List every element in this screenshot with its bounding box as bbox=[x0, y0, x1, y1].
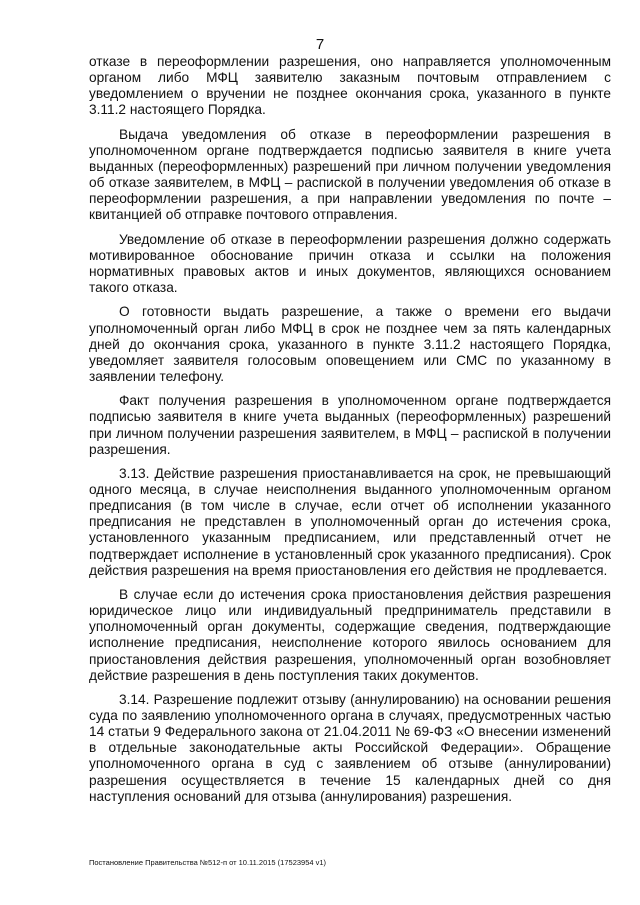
paragraph-receipt-confirmation: Факт получения разрешения в уполномоченном органе подтверждается подписью заявителя в книге учета выданных (переоформленных) разрешений при личном получении разрешения заявителем, в МФЦ – распиской в получении разрешения. bbox=[89, 393, 611, 457]
page-number: 7 bbox=[315, 36, 325, 53]
paragraph-section-3-14: 3.14. Разрешение подлежит отзыву (аннулированию) на основании решения суда по заявлению уполномоченного органа в случаях, предусмотренных частью 14 статьи 9 Федерального закона от 21.04.2011 № 69-ФЗ «О внесении изменений в отдельные законодательные акты Российской Федерации». Обращение уполномоченного органа в суд с заявлением об отзыве (аннулировании) разрешения осуществляется в течение 15 календарных дней со дня наступления оснований для отзыва (аннулирования) разрешения. bbox=[89, 692, 611, 804]
paragraph-refusal-notice-delivery: Выдача уведомления об отказе в переоформлении разрешения в уполномоченном органе подтверждается подписью заявителя в книге учета выданных (переоформленных) разрешений при личном получении уведомления об отказе заявителем, в МФЦ – распиской в получении уведомления об отказе в переоформлении разрешения, а при направлении уведомления по почте – квитанцией об отправке почтового отправления. bbox=[89, 126, 611, 223]
paragraph-readiness-notification: О готовности выдать разрешение, а также о времени его выдачи уполномоченный орган либо МФЦ в срок не позднее чем за пять календарных дней до окончания срока, указанного в пункте 3.11.2 настоящего Порядка, уведомляет заявителя голосовым оповещением или СМС по указанному в заявлении телефону. bbox=[89, 304, 611, 384]
paragraph-section-3-13: 3.13. Действие разрешения приостанавливается на срок, не превышающий одного месяца, в случае неисполнения выданного уполномоченным органом предписания (в том числе в случае, если отчет об исполнении указанного предписания не представлен в уполномоченный орган до истечения срока, установленного указанным предписанием, или представленный отчет не подтверждает исполнение в установленный срок указанного предписания). Срок действия разрешения на время приостановления его действия не продлевается. bbox=[89, 466, 611, 578]
document-body bbox=[89, 54, 611, 813]
paragraph-continuation: отказе в переоформлении разрешения, оно направляется уполномоченным органом либо МФЦ заявителю заказным почтовым отправлением с уведомлением о вручении не позднее окончания срока, указанного в пункте 3.11.2 настоящего Порядка. bbox=[89, 54, 611, 118]
paragraph-resumption: В случае если до истечения срока приостановления действия разрешения юридическое лицо или индивидуальный предприниматель представили в уполномоченный орган документы, содержащие сведения, подтверждающие исполнение предписания, неисполнение которого явилось основанием для приостановления действия разрешения, уполномоченный орган возобновляет действие разрешения в день поступления таких документов. bbox=[89, 587, 611, 683]
paragraph-refusal-notice-content: Уведомление об отказе в переоформлении разрешения должно содержать мотивированное обоснование причин отказа и ссылки на положения нормативных правовых актов и иных документов, являющихся основанием такого отказа. bbox=[89, 231, 611, 295]
document-footer: Постановление Правительства №512-п от 10.11.2015 (17523954 v1) bbox=[89, 858, 327, 867]
